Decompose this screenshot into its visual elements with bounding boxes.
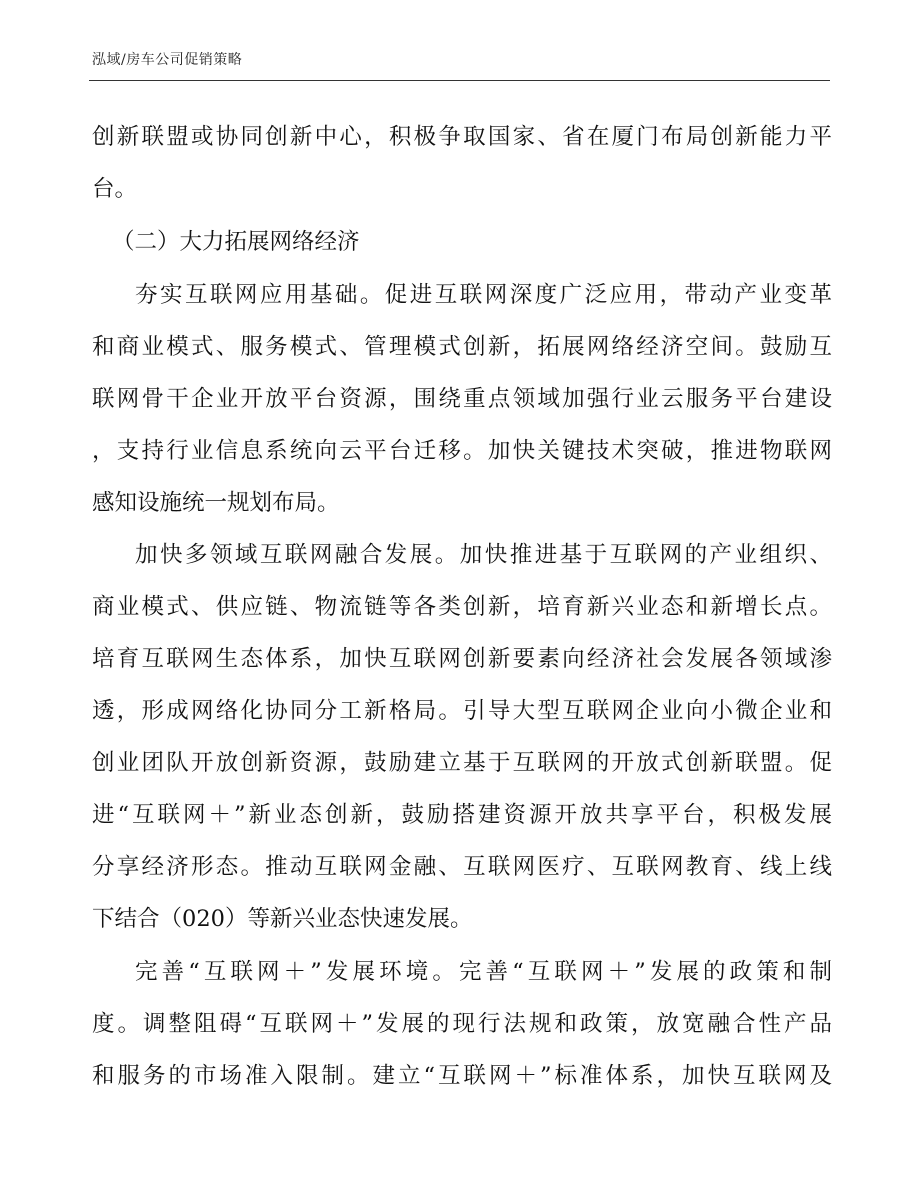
text-line: ，支持行业信息系统向云平台迁移。加快关键技术突破，推进物联网 [92,438,832,464]
text-line: 台。 [92,176,138,202]
text-line: 商业模式、供应链、物流链等各类创新，培育新兴业态和新增长点。 [92,594,832,620]
text-line: 分享经济形态。推动互联网金融、互联网医疗、互联网教育、线上线 [92,854,832,880]
text-line: 完善“互联网＋”发展环境。完善“互联网＋”发展的政策和制 [135,959,832,985]
text-line: 创新联盟或协同创新中心，积极争取国家、省在厦门布局创新能力平 [92,124,832,150]
text-line: 和商业模式、服务模式、管理模式创新，拓展网络经济空间。鼓励互 [92,334,832,360]
text-line: 和服务的市场准入限制。建立“互联网＋”标准体系，加快互联网及 [92,1063,832,1089]
text-line: 透，形成网络化协同分工新格局。引导大型互联网企业向小微企业和 [92,698,832,724]
text-line: 培育互联网生态体系，加快互联网创新要素向经济社会发展各领域渗 [92,646,832,672]
text-line: 创业团队开放创新资源，鼓励建立基于互联网的开放式创新联盟。促 [92,750,832,776]
text-line: 下结合（020）等新兴业态快速发展。 [92,906,473,932]
text-line: 夯实互联网应用基础。促进互联网深度广泛应用，带动产业变革 [135,282,832,308]
page-header: 泓域/房车公司促销策略 [92,52,243,68]
text-line: 联网骨干企业开放平台资源，围绕重点领域加强行业云服务平台建设 [92,386,832,412]
text-line: 感知设施统一规划布局。 [92,490,340,516]
text-line: 度。调整阻碍“互联网＋”发展的现行法规和政策，放宽融合性产品 [92,1011,832,1037]
section-heading: （二）大力拓展网络经济 [112,229,360,255]
text-line: 进“互联网＋”新业态创新，鼓励搭建资源开放共享平台，积极发展 [92,802,832,828]
header-divider [89,80,830,81]
text-line: 加快多领域互联网融合发展。加快推进基于互联网的产业组织、 [135,542,832,568]
